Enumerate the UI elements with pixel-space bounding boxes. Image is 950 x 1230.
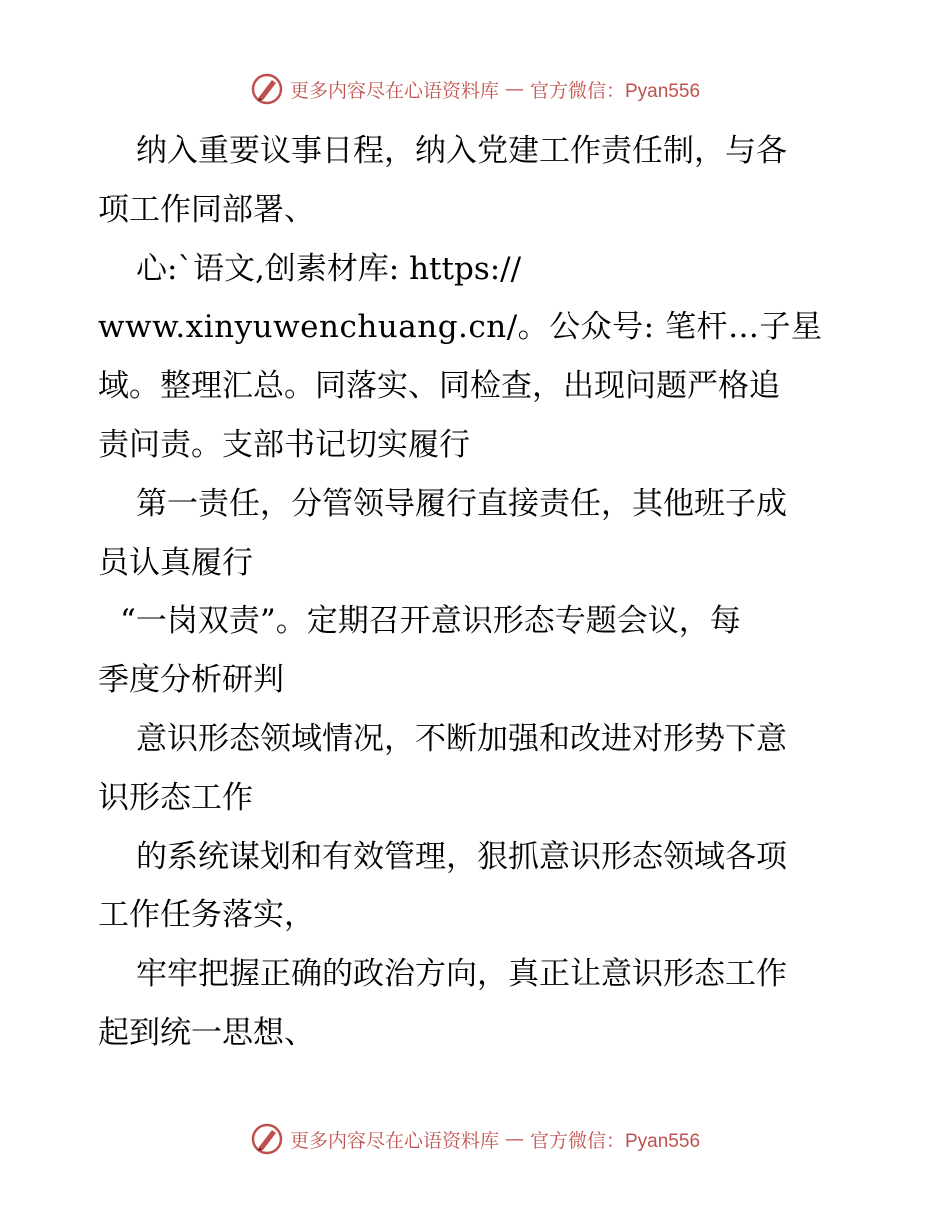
text-line: 员认真履行 [98, 544, 253, 581]
watermark-wechat: 官方微信：Pyan556 [530, 1130, 701, 1152]
pen-logo-icon [250, 72, 284, 106]
text-line: “一岗双责”。定期召开意识形态专题会议，每 [120, 603, 741, 640]
watermark-wechat: 官方微信：Pyan556 [530, 80, 701, 102]
text-line: 的系统谋划和有效管理，狠抓意识形态领域各项 [136, 838, 787, 875]
text-line: 工作任务落实， [98, 897, 315, 934]
body-text [98, 122, 858, 1063]
footer-watermark [0, 1122, 950, 1156]
pen-logo-icon [250, 1122, 284, 1156]
text-line: 心:`语文,创素材库: https:// [136, 250, 522, 287]
watermark-dash: — [505, 78, 524, 100]
text-line: 项工作同部署、 [98, 191, 315, 228]
text-line: 起到统一思想、 [98, 1014, 315, 1051]
text-line: 第一责任，分管领导履行直接责任，其他班子成 [136, 485, 787, 522]
text-line: 识形态工作 [98, 779, 253, 816]
watermark-dash: — [505, 1128, 524, 1150]
text-line: 域。整理汇总。同落实、同检查，出现问题严格追 [98, 368, 780, 405]
watermark-site: 更多内容尽在心语资料库 [289, 1129, 499, 1152]
text-line: 意识形态领域情况，不断加强和改进对形势下意 [136, 720, 787, 757]
text-line: 纳入重要议事日程，纳入党建工作责任制，与各 [136, 133, 787, 169]
text-line: 责问责。支部书记切实履行 [98, 426, 470, 463]
text-line: 季度分析研判 [98, 662, 284, 699]
text-line: www.xinyuwenchuang.cn/。公众号: 笔杆…子星 [98, 309, 823, 346]
header-watermark [0, 72, 950, 106]
text-line: 牢牢把握正确的政治方向，真正让意识形态工作 [136, 956, 787, 993]
watermark-site: 更多内容尽在心语资料库 [289, 79, 499, 102]
